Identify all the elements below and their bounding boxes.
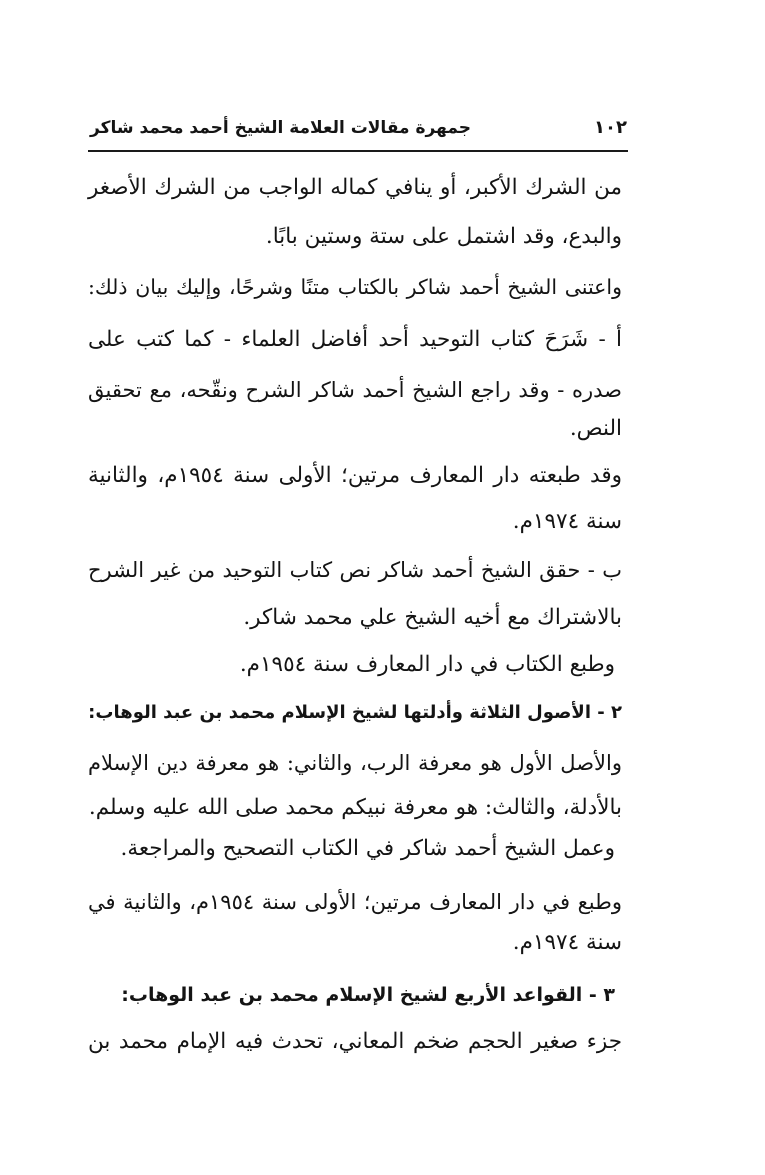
text-line: بالأدلة، والثالث: هو معرفة نبيكم محمد صلى الله عليه وسلم. [88, 795, 622, 820]
text-line: واعتنى الشيخ أحمد شاكر بالكتاب متنًا وشرحًا، وإليك بيان ذلك: [88, 275, 622, 299]
page-number: ١٠٢ [594, 117, 627, 138]
text-line: والأصل الأول هو معرفة الرب، والثاني: هو معرفة دين الإسلام [88, 751, 622, 775]
text-line: بالاشتراك مع أخيه الشيخ علي محمد شاكر. [243, 605, 622, 630]
text-line: وطبع في دار المعارف مرتين؛ الأولى سنة ١٩٥٤م، والثانية في [88, 890, 622, 914]
text-line: جزء صغير الحجم ضخم المعاني، تحدث فيه الإمام محمد بن [88, 1029, 622, 1054]
text-line: أ - شَرَحَ كتاب التوحيد أحد أفاضل العلماء - كما كتب على [88, 327, 622, 352]
text-line: النص. [569, 416, 622, 441]
section-heading: ٢ - الأصول الثلاثة وأدلتها لشيخ الإسلام محمد بن عبد الوهاب: [88, 702, 622, 723]
page-header [90, 108, 627, 148]
text-line: والبدع، وقد اشتمل على ستة وستين بابًا. [265, 224, 622, 249]
text-line: سنة ١٩٧٤م. [512, 930, 622, 955]
running-title: جمهرة مقالات العلامة الشيخ أحمد محمد شاكر [90, 118, 471, 138]
section-heading: ٣ - القواعد الأربع لشيخ الإسلام محمد بن عبد الوهاب: [121, 984, 615, 1006]
text-line: وعمل الشيخ أحمد شاكر في الكتاب التصحيح والمراجعة. [120, 836, 615, 861]
text-line: ب - حقق الشيخ أحمد شاكر نص كتاب التوحيد من غير الشرح [88, 558, 622, 582]
text-line: صدره - وقد راجع الشيخ أحمد شاكر الشرح ونقّحه، مع تحقيق [88, 378, 622, 402]
text-line: سنة ١٩٧٤م. [512, 509, 622, 534]
text-line: من الشرك الأكبر، أو ينافي كماله الواجب من الشرك الأصغر [88, 175, 622, 200]
text-line: وقد طبعته دار المعارف مرتين؛ الأولى سنة ١٩٥٤م، والثانية [88, 463, 622, 488]
header-rule [88, 150, 628, 152]
text-line: وطبع الكتاب في دار المعارف سنة ١٩٥٤م. [239, 652, 615, 677]
